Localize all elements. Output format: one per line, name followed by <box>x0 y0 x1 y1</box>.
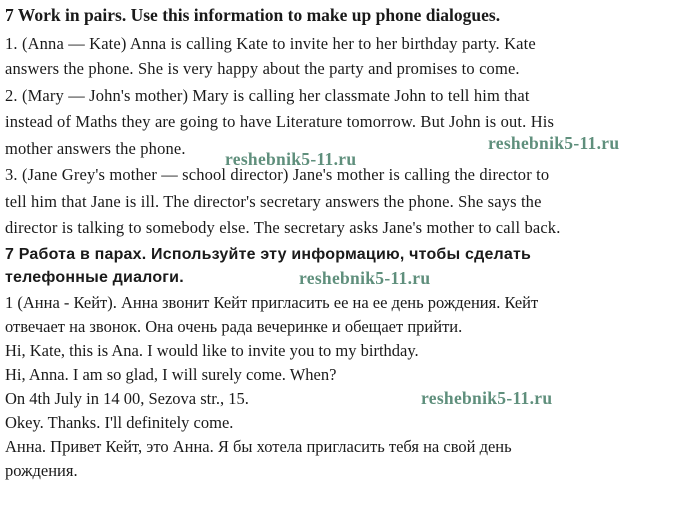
task-heading-en: 7 Work in pairs. Use this information to make up phone dialogues. <box>5 5 501 25</box>
watermark: reshebnik5-11.ru <box>421 388 553 408</box>
answer-line: рождения. <box>5 461 78 480</box>
task-line: 3. (Jane Grey's mother — school director) Jane's mother is calling the director to <box>5 165 550 184</box>
answer-line: 1 (Анна - Кейт). Анна звонит Кейт пригласить ее на ее день рождения. Кейт <box>5 293 539 312</box>
answer-line: Анна. Привет Кейт, это Анна. Я бы хотела пригласить тебя на свой день <box>5 437 512 456</box>
task-line: answers the phone. She is very happy about the party and promises to come. <box>5 59 520 78</box>
task-heading-ru-cont: телефонные диалоги. <box>5 269 184 286</box>
task-line: 2. (Mary — John's mother) Mary is calling her classmate John to tell him that <box>5 86 530 105</box>
task-line: tell him that Jane is ill. The director's secretary answers the phone. She says the <box>5 192 542 211</box>
watermark: reshebnik5-11.ru <box>299 268 431 288</box>
answer-line: Hi, Anna. I am so glad, I will surely come. When? <box>5 365 337 384</box>
task-heading-ru: 7 Работа в парах. Используйте эту информацию, чтобы сделать <box>5 246 532 263</box>
task-line: director is talking to somebody else. The secretary asks Jane's mother to call back. <box>5 218 561 237</box>
task-line: 1. (Anna — Kate) Anna is calling Kate to invite her to her birthday party. Kate <box>5 34 536 53</box>
task-line: instead of Maths they are going to have Literature tomorrow. But John is out. His <box>5 112 555 131</box>
watermark: reshebnik5-11.ru <box>488 133 620 153</box>
task-line: mother answers the phone. <box>5 139 186 158</box>
answer-line: Hi, Kate, this is Ana. I would like to invite you to my birthday. <box>5 341 419 360</box>
answer-line: On 4th July in 14 00, Sezova str., 15. <box>5 389 249 408</box>
answer-line: Okey. Thanks. I'll definitely come. <box>5 413 234 432</box>
answer-line: отвечает на звонок. Она очень рада вечеринке и обещает прийти. <box>5 317 463 336</box>
watermark: reshebnik5-11.ru <box>225 149 357 169</box>
